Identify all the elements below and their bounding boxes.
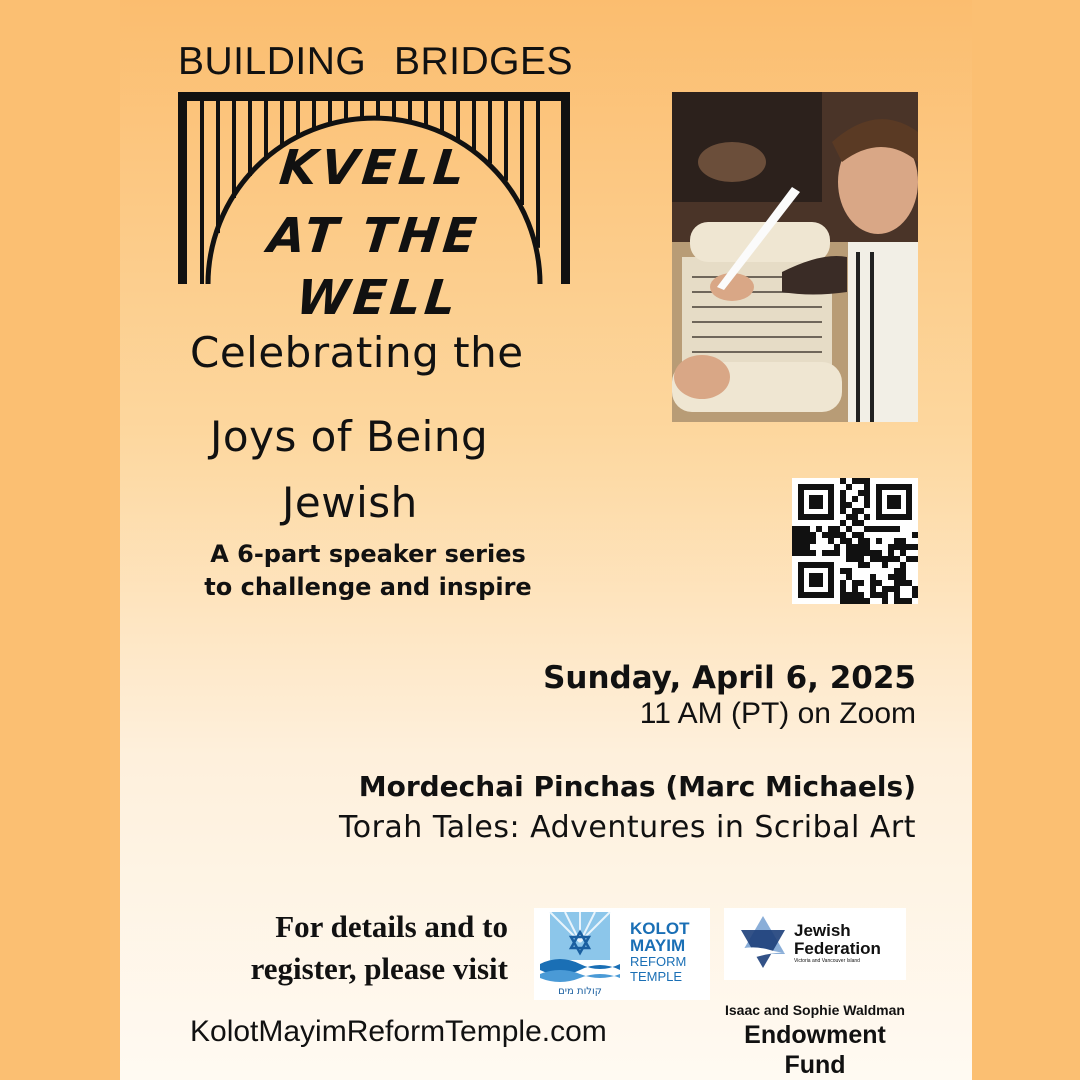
qr-module [894, 568, 900, 574]
registration-qr-code[interactable] [792, 478, 918, 604]
qr-module [876, 538, 882, 544]
qr-module [876, 592, 882, 598]
sponsor1-line-3: REFORM [630, 954, 687, 969]
gate-bar [456, 101, 460, 140]
qr-module [864, 484, 870, 490]
qr-module [804, 544, 810, 550]
qr-module [804, 532, 810, 538]
qr-module [870, 574, 876, 580]
qr-module [840, 478, 846, 484]
federation-star-icon [730, 914, 796, 974]
qr-pattern [792, 478, 918, 604]
qr-module [792, 544, 798, 550]
qr-module [828, 550, 834, 556]
qr-module [870, 592, 876, 598]
qr-module [846, 598, 852, 604]
qr-module [882, 598, 888, 604]
qr-module [846, 526, 852, 532]
qr-module [840, 538, 846, 544]
qr-module [852, 556, 858, 562]
gate-bar [328, 101, 332, 125]
sponsor1-hebrew: קולות מים [558, 986, 602, 997]
qr-module [888, 586, 894, 592]
qr-module [870, 556, 876, 562]
qr-module [840, 580, 846, 586]
qr-module [900, 562, 906, 568]
qr-module [852, 532, 858, 538]
logo-well: WELL [293, 270, 463, 326]
qr-module [888, 526, 894, 532]
qr-module [846, 574, 852, 580]
tagline-line-1: Celebrating the [190, 328, 524, 377]
qr-module [858, 592, 864, 598]
qr-module [852, 586, 858, 592]
qr-module [870, 586, 876, 592]
qr-module [894, 592, 900, 598]
qr-module [792, 526, 798, 532]
sponsor2-line-1: Jewish [794, 921, 851, 940]
qr-module [840, 592, 846, 598]
details-line-2: register, please visit [250, 951, 508, 986]
qr-module [858, 532, 864, 538]
qr-module [912, 586, 918, 592]
qr-module [858, 556, 864, 562]
qr-module [840, 532, 846, 538]
qr-module [858, 580, 864, 586]
qr-module [906, 598, 912, 604]
qr-module [810, 550, 816, 556]
qr-module [864, 538, 870, 544]
qr-module [882, 556, 888, 562]
qr-module [858, 562, 864, 568]
qr-module [858, 490, 864, 496]
qr-module [906, 544, 912, 550]
qr-module [804, 538, 810, 544]
qr-module [864, 598, 870, 604]
gate-bar [376, 101, 380, 118]
qr-module [846, 544, 852, 550]
qr-module [852, 544, 858, 550]
heading-word-building: BUILDING [178, 40, 367, 83]
qr-module [846, 556, 852, 562]
qr-module [858, 478, 864, 484]
endowment-fund-credit [716, 1000, 914, 1080]
sponsor1-line-4: TEMPLE [630, 969, 683, 984]
qr-module [912, 544, 918, 550]
qr-module [846, 550, 852, 556]
qr-module [900, 568, 906, 574]
kolot-mayim-emblem [538, 912, 622, 998]
qr-module [864, 496, 870, 502]
talk-title: Torah Tales: Adventures in Scribal Art [338, 810, 916, 845]
qr-module [864, 478, 870, 484]
qr-module [798, 538, 804, 544]
qr-module [804, 550, 810, 556]
qr-module [852, 580, 858, 586]
federation-wordmark [794, 922, 881, 965]
qr-module [840, 508, 846, 514]
tagline-line-2: Joys of Being [210, 412, 489, 461]
website-link[interactable]: KolotMayimReformTemple.com [190, 1015, 607, 1048]
sponsor1-line-1: KOLOT [630, 919, 690, 938]
series-line-2: to challenge and inspire [204, 573, 532, 601]
qr-module [906, 556, 912, 562]
qr-module [840, 568, 846, 574]
qr-module [804, 526, 810, 532]
qr-module [900, 538, 906, 544]
speaker-name: Mordechai Pinchas (Marc Michaels) [358, 770, 916, 803]
qr-module [858, 538, 864, 544]
qr-module [888, 556, 894, 562]
qr-module [846, 484, 852, 490]
qr-module [864, 502, 870, 508]
speaker-photo [672, 92, 918, 422]
qr-module [894, 526, 900, 532]
heading-word-bridges: BRIDGES [393, 40, 573, 83]
qr-module [846, 514, 852, 520]
qr-module [840, 598, 846, 604]
details-line-1: For details and to [275, 909, 508, 944]
qr-module [858, 544, 864, 550]
qr-module [852, 496, 858, 502]
qr-module [858, 550, 864, 556]
qr-module [870, 550, 876, 556]
gate-bar [312, 101, 316, 130]
qr-module [876, 580, 882, 586]
qr-module [888, 544, 894, 550]
qr-module [834, 532, 840, 538]
qr-module [894, 598, 900, 604]
qr-module [792, 550, 798, 556]
sponsor2-line-3: Victoria and Vancouver Island [794, 958, 860, 964]
qr-module [840, 586, 846, 592]
qr-module [846, 538, 852, 544]
qr-module [852, 598, 858, 604]
qr-module [900, 580, 906, 586]
qr-module [900, 574, 906, 580]
fund-line-1: Isaac and Sophie Waldman [725, 1002, 905, 1018]
qr-module [798, 550, 804, 556]
qr-module [852, 478, 858, 484]
qr-module [864, 490, 870, 496]
qr-module [870, 526, 876, 532]
qr-module [894, 580, 900, 586]
qr-module [864, 550, 870, 556]
qr-module [798, 526, 804, 532]
qr-module [828, 532, 834, 538]
qr-module [900, 598, 906, 604]
qr-module [846, 592, 852, 598]
gate-bar [296, 101, 300, 137]
qr-module [792, 538, 798, 544]
qr-module [852, 514, 858, 520]
series-line-1: A 6-part speaker series [210, 540, 526, 568]
event-poster [120, 0, 972, 1080]
kolot-mayim-wordmark [630, 920, 708, 984]
qr-module [864, 562, 870, 568]
qr-module [912, 532, 918, 538]
jewish-federation-logo[interactable] [724, 908, 906, 980]
kolot-mayim-logo[interactable] [534, 908, 710, 1000]
qr-module [882, 562, 888, 568]
qr-module [882, 526, 888, 532]
scribe-illustration [672, 92, 918, 422]
logo-at-the: AT THE [265, 208, 483, 264]
qr-module [798, 532, 804, 538]
qr-module [864, 514, 870, 520]
qr-module [900, 544, 906, 550]
gate-bar [424, 101, 428, 126]
qr-module [858, 520, 864, 526]
qr-module [876, 526, 882, 532]
qr-module [894, 538, 900, 544]
qr-module [900, 550, 906, 556]
qr-module [852, 592, 858, 598]
qr-module [834, 526, 840, 532]
qr-module [798, 544, 804, 550]
sponsor1-line-2: MAYIM [630, 936, 686, 955]
qr-module [912, 556, 918, 562]
qr-module [876, 556, 882, 562]
fund-line-2: Endowment Fund [744, 1021, 886, 1079]
qr-module [882, 586, 888, 592]
qr-module [834, 550, 840, 556]
event-time: 11 AM (PT) on Zoom [639, 697, 916, 730]
qr-module [852, 550, 858, 556]
qr-module [792, 532, 798, 538]
qr-module [894, 556, 900, 562]
qr-module [852, 520, 858, 526]
qr-module [840, 496, 846, 502]
event-date: Sunday, April 6, 2025 [543, 660, 916, 696]
qr-module [846, 502, 852, 508]
qr-module [822, 532, 828, 538]
qr-module [816, 526, 822, 532]
qr-module [912, 592, 918, 598]
logo-kvell: KVELL [276, 140, 472, 196]
tagline-line-3: Jewish [282, 478, 418, 527]
qr-module [834, 544, 840, 550]
qr-module [870, 580, 876, 586]
series-description [178, 538, 558, 604]
qr-module [840, 490, 846, 496]
qr-module [858, 508, 864, 514]
qr-module [888, 550, 894, 556]
qr-module [894, 544, 900, 550]
qr-module [810, 532, 816, 538]
sponsor2-line-2: Federation [794, 939, 881, 958]
qr-module [894, 586, 900, 592]
qr-module [864, 526, 870, 532]
series-heading [178, 40, 573, 84]
qr-module [852, 508, 858, 514]
qr-module [828, 526, 834, 532]
registration-info [180, 906, 508, 990]
qr-module [840, 520, 846, 526]
qr-module [810, 538, 816, 544]
qr-module [894, 574, 900, 580]
gate-bar [392, 101, 396, 119]
gate-bar [408, 101, 412, 122]
gate-bar [440, 101, 444, 132]
qr-module [888, 574, 894, 580]
qr-module [858, 598, 864, 604]
qr-module [882, 592, 888, 598]
qr-module [876, 550, 882, 556]
qr-module [864, 544, 870, 550]
qr-module [822, 550, 828, 556]
qr-module [906, 580, 912, 586]
qr-module [846, 568, 852, 574]
qr-module [828, 538, 834, 544]
qr-module [840, 502, 846, 508]
